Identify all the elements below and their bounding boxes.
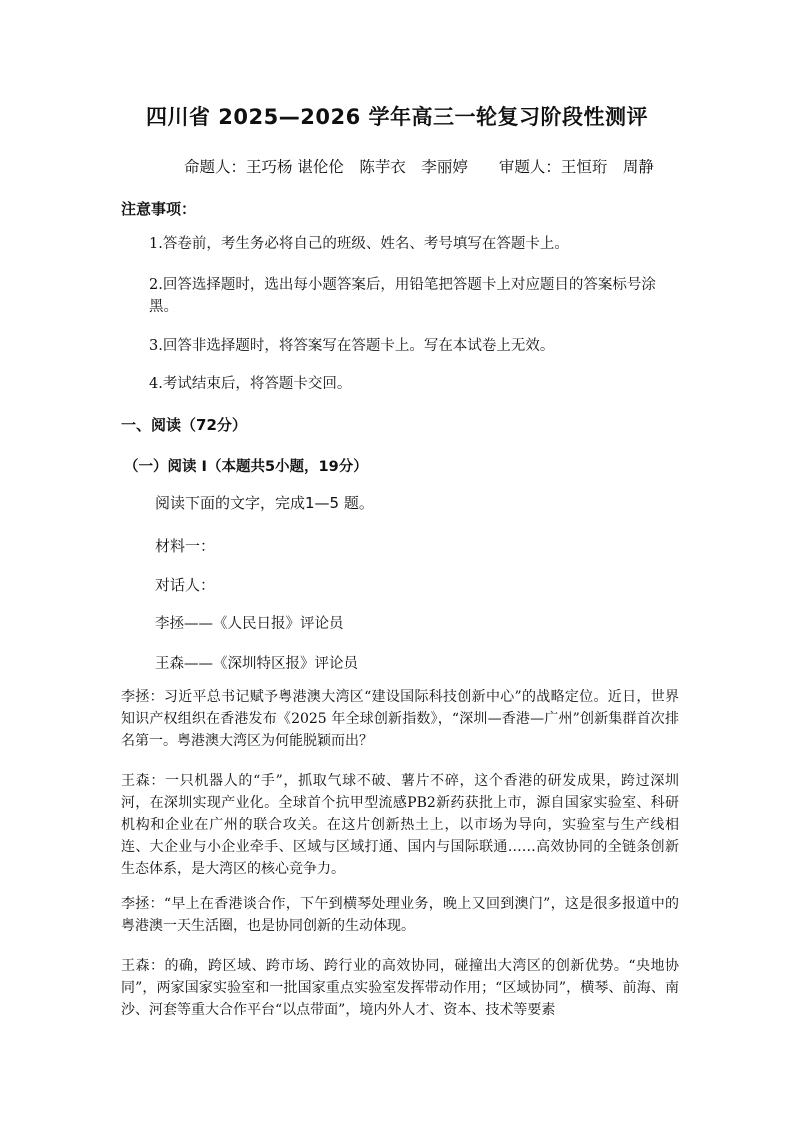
reading-instruction: 阅读下面的文字，完成1—5 题。 [155, 494, 374, 512]
speaker-line: 李拯——《人民日报》评论员 [155, 616, 344, 632]
authors-line: 命题人：王巧杨 谌伦伦 陈芋衣 李丽婷 审题人：王恒珩 周静 [184, 158, 654, 176]
subsection-heading: （一）阅读 Ⅰ（本题共5小题，19分） [124, 459, 368, 475]
speakers-label: 对话人： [155, 576, 216, 594]
notice-item: 3.回答非选择题时，将答案写在答题卡上。写在本试卷上无效。 [149, 338, 555, 354]
exam-title: 四川省 2025—2026 学年高三一轮复习阶段性测评 [145, 105, 648, 129]
dialogue-paragraph: 王森：一只机器人的“手”，抓取气球不破、薯片不碎，这个香港的研发成果，跨过深圳河，在深圳实现产业化。全球首个抗甲型流感PB2新药获批上市，源自国家实验室、科研机构和企业在广州的联合攻关。在这片创新热土上，以市场为导向，实验室与生产线相连、大企业与小企业牵手、区域与区域打通、国内与国际联通……高效协同的全链条创新生态体系，是大湾区的核心竞争力。 [121, 773, 679, 877]
dialogue-paragraph: 李拯：习近平总书记赋予粤港澳大湾区“建设国际科技创新中心”的战略定位。近日，世界知识产权组织在香港发布《2025 年全球创新指数》，“深圳—香港—广州”创新集群首次排名第一。粤港澳大湾区为何能脱颖而出？ [121, 689, 679, 749]
section-heading: 一、阅读（72分） [121, 416, 247, 434]
notice-heading: 注意事项： [121, 200, 197, 218]
material-label: 材料一： [155, 537, 216, 555]
dialogue-paragraph: 李拯：“早上在香港谈合作，下午到横琴处理业务，晚上又回到澳门”，这是很多报道中的粤港澳一天生活圈，也是协同创新的生动体现。 [121, 896, 679, 934]
notice-item: 1.答卷前，考生务必将自己的班级、姓名、考号填写在答题卡上。 [149, 236, 569, 252]
notice-item: 4.考试结束后，将答题卡交回。 [149, 376, 352, 392]
dialogue-paragraph: 王森：的确，跨区域、跨市场、跨行业的高效协同，碰撞出大湾区的创新优势。“央地协同”，两家国家实验室和一批国家重点实验室发挥带动作用；“区域协同”，横琴、前海、南沙、河套等重大合作平台“以点带面”，境内外人才、资本、技术等要素 [121, 958, 679, 1018]
notice-item: 2.回答选择题时，选出每小题答案后，用铅笔把答题卡上对应题目的答案标号涂黑。 [149, 277, 656, 315]
speaker-line: 王森——《深圳特区报》评论员 [155, 656, 358, 672]
